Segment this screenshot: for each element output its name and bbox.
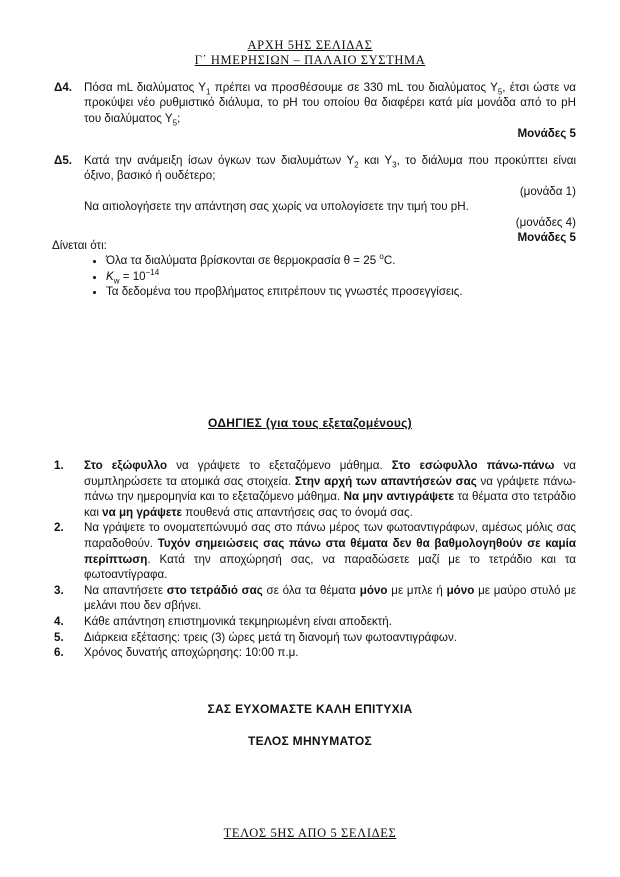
page-header-subtitle: Γ΄ ΗΜΕΡΗΣΙΩΝ – ΠΑΛΑΙΟ ΣΥΣΤΗΜΑ <box>194 53 426 67</box>
instr3-s6: μόνο <box>446 583 475 597</box>
question-d5-sub1: 2 <box>354 160 359 170</box>
given-temp-unit: C. <box>383 254 396 268</box>
question-d5-text-a: Κατά την ανάμειξη ίσων όγκων των διαλυμάτων Υ <box>84 154 355 167</box>
instr4-text: Κάθε απάντηση επιστημονικά τεκμηριωμένη είναι αποδεκτή. <box>84 614 392 628</box>
question-d4-label: Δ4. <box>54 81 73 94</box>
question-d4-text-d: ; <box>177 111 181 125</box>
question-d4-sub3: 5 <box>172 118 178 128</box>
instr1-s10: πουθενά στις απαντήσεις σας το όνομά σας. <box>182 505 413 519</box>
question-d4-text-c: , έτσι ώστε να προκύψει νέο ρυθμιστικό διάλυμα, το pH του οποίου θα διαφέρει κατά μία μονάδα από το pH του διαλύματος Υ <box>84 81 576 125</box>
instr3-s1: Να απαντήσετε <box>84 583 167 597</box>
instruction-item-2 <box>54 520 576 582</box>
question-d5 <box>54 153 576 245</box>
instruction-item-1 <box>54 458 576 520</box>
instruction-num-6: 6. <box>54 646 64 660</box>
question-d5-sub2: 3 <box>392 160 397 170</box>
question-d5-text2: Να αιτιολογήσετε την απάντηση σας χωρίς να υπολογίσετε την τιμή του pH. <box>84 200 469 214</box>
instr2-s1: Να γράψετε το ονοματεπώνυμό σας στο πάνω μέρος των φωτοαντιγράφων, αμέσως μόλις σας παραδοθούν. <box>84 521 576 550</box>
instr2-s3: . Κατά την αποχώρησή σας, να παραδώσετε μαζί με το τετράδιο και τα φωτοαντίγραφα. <box>84 552 576 582</box>
instruction-item-5 <box>54 630 576 646</box>
given-temp-text: Όλα τα διαλύματα βρίσκονται σε θερμοκρασία θ = 25 <box>106 254 380 268</box>
instruction-item-6 <box>54 645 576 661</box>
closing-wish: ΣΑΣ ΕΥΧΟΜΑΣΤΕ ΚΑΛΗ ΕΠΙΤΥΧΙΑ <box>207 702 413 716</box>
question-d4-text <box>84 80 576 126</box>
instr1-s9: να μη γράψετε <box>102 505 183 519</box>
question-d4-text-a: Πόσα mL διαλύματος Υ <box>84 81 207 94</box>
instr2-s2: Τυχόν σημειώσεις σας πάνω στα θέματα δεν θα βαθμολογηθούν σε καμία περίπτωση <box>84 536 576 566</box>
given-item-approx: • Τα δεδομένα του προβλήματος επιτρέπουν τις γνωστές προσεγγίσεις. <box>106 284 576 299</box>
page-header-start: ΑΡΧΗ 5ΗΣ ΣΕΛΙΔΑΣ <box>247 38 373 52</box>
question-d5-text-c: , το διάλυμα που προκύπτει είναι όξινο, βασικό ή ουδέτερο; <box>84 154 577 183</box>
question-d5-text-b: και Υ <box>358 154 393 167</box>
instruction-num-3: 3. <box>54 583 64 597</box>
instr1-s3: Στο εσώφυλλο πάνω-πάνω <box>391 459 555 472</box>
instruction-num-4: 4. <box>54 614 64 628</box>
instr6-text: Χρόνος δυνατής αποχώρησης: 10:00 π.μ. <box>84 646 299 660</box>
instruction-num-5: 5. <box>54 630 64 644</box>
instr5-text: Διάρκεια εξέτασης: τρεις (3) ώρες μετά τη διανομή των φωτοαντιγράφων. <box>84 630 457 644</box>
given-item-temperature <box>106 253 576 268</box>
given-intro: Δίνεται ότι: <box>52 239 107 252</box>
question-d5-mark2: (μονάδες 4) <box>515 215 576 229</box>
instr1-s5: Στην αρχή των απαντήσεών σας <box>294 474 477 488</box>
instr1-s8: τα θέματα στο τετράδιο και <box>84 490 576 519</box>
instruction-num-2: 2. <box>54 521 64 535</box>
instructions-list <box>54 458 576 661</box>
instr3-s2: στο τετράδιό σας <box>166 583 263 597</box>
instr1-s4: να συμπληρώσετε τα ατομικά σας στοιχεία. <box>84 459 576 488</box>
question-d5-label: Δ5. <box>54 154 73 167</box>
instr1-s1: Στο εξώφυλλο <box>84 459 168 472</box>
instr3-s7: με μαύρο στυλό με μελάνι που δεν σβήνει. <box>84 583 577 613</box>
instruction-item-3 <box>54 583 576 614</box>
given-list <box>54 253 576 299</box>
given-kw-sub: w <box>113 276 120 286</box>
instr1-s2: να γράψετε το εξεταζόμενο μάθημα. <box>167 459 392 472</box>
instr3-s4: μόνο <box>359 583 388 597</box>
given-temp-degree: ο <box>379 252 384 262</box>
given-section <box>54 238 576 300</box>
question-d4-text-b: πρέπει να προσθέσουμε σε 330 mL του διαλύματος Υ <box>210 81 498 94</box>
instructions-title: ΟΔΗΓΙΕΣ (για τους εξεταζομένους) <box>208 416 412 430</box>
question-d5-text <box>84 153 576 184</box>
instr3-s3: σε όλα τα θέματα <box>262 583 360 597</box>
instr3-s5: με μπλε ή <box>387 583 447 597</box>
instr1-s6: να γράψετε πάνω-πάνω την ημερομηνία και το εξεταζόμενο μάθημα. <box>84 474 576 504</box>
given-kw-symbol: K <box>106 269 114 283</box>
given-item-kw <box>106 269 576 284</box>
instr1-s7: Να μην αντιγράψετε <box>343 490 455 504</box>
instruction-item-4 <box>54 614 576 630</box>
page-footer: ΤΕΛΟΣ 5ΗΣ ΑΠΟ 5 ΣΕΛΙΔΕΣ <box>223 826 397 840</box>
question-d4 <box>54 80 576 142</box>
closing-end-message: ΤΕΛΟΣ ΜΗΝΥΜΑΤΟΣ <box>247 734 373 748</box>
question-d5-mark1: (μονάδα 1) <box>519 184 576 198</box>
question-d4-sub2: 5 <box>497 87 503 97</box>
question-d5-marks: Μονάδες 5 <box>517 231 576 245</box>
question-d4-sub1: 1 <box>206 87 211 97</box>
given-kw-exp: −14 <box>145 267 160 277</box>
question-d4-marks: Μονάδες 5 <box>517 127 576 141</box>
instruction-num-1: 1. <box>54 459 64 472</box>
given-kw-eq: = 10 <box>119 269 146 283</box>
